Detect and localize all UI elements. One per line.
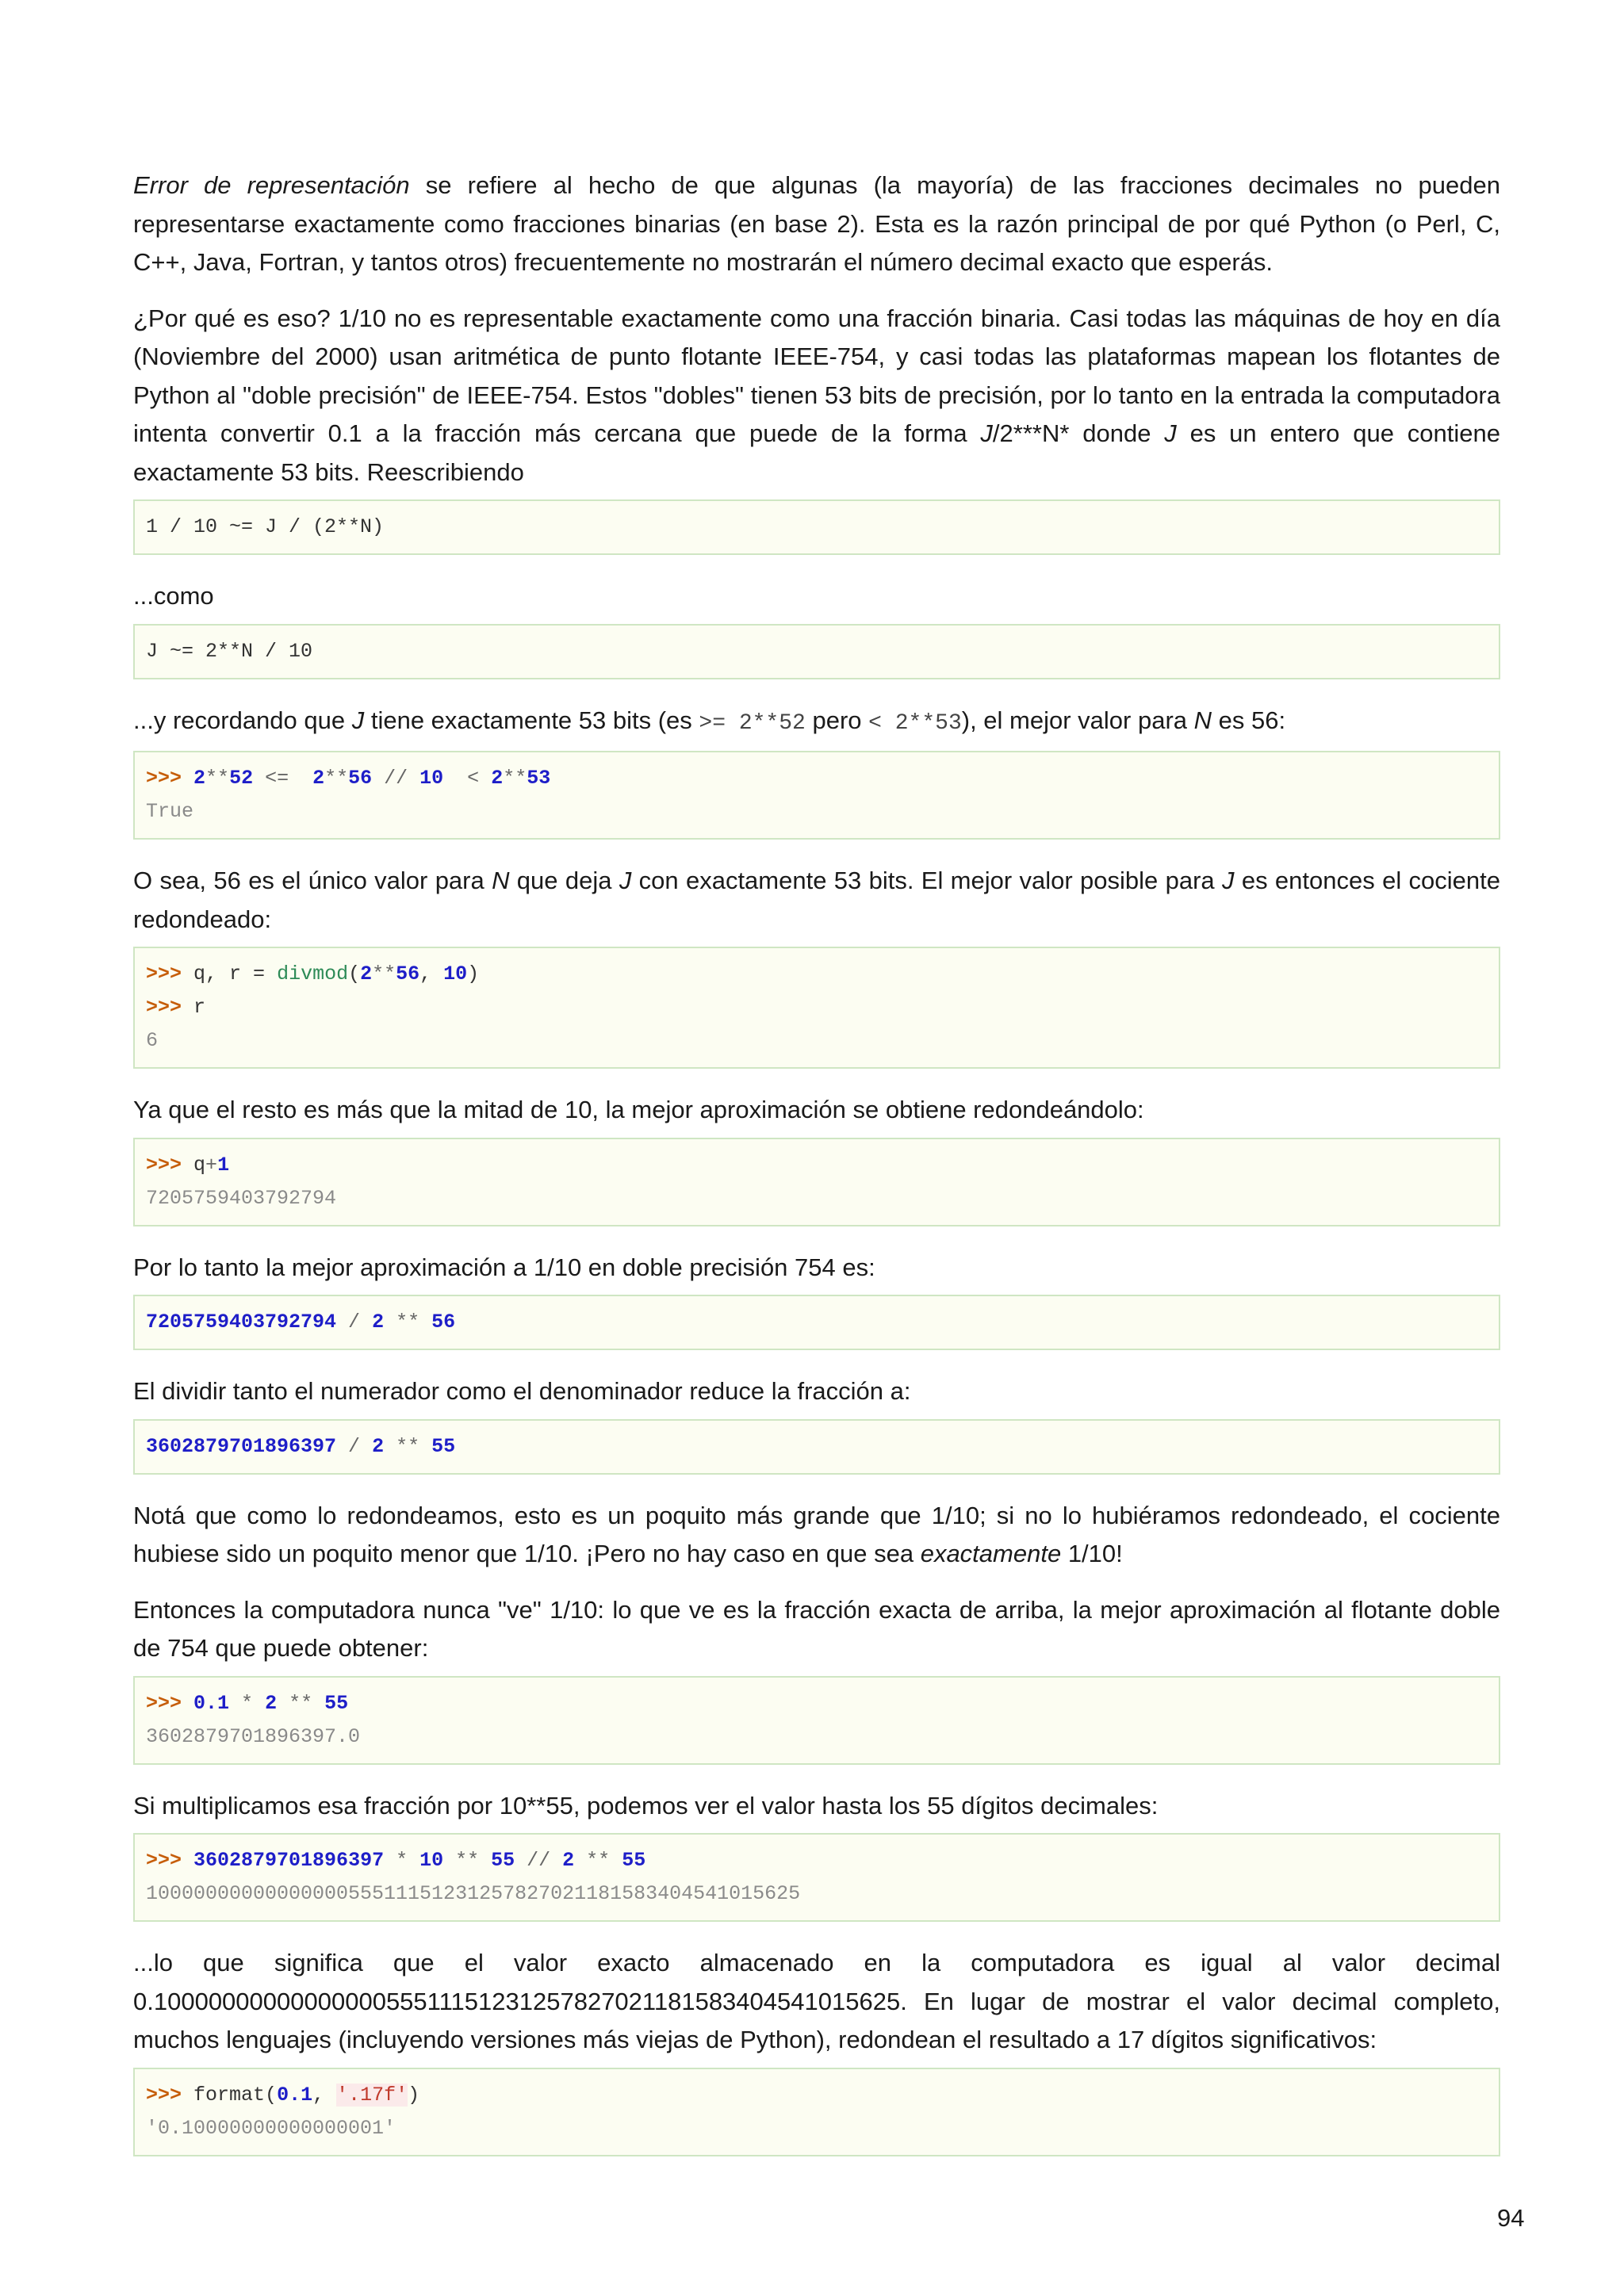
paragraph-text: /2***N* donde: [992, 419, 1165, 447]
code-number: 2: [372, 1434, 385, 1458]
paragraph-why: [133, 300, 1500, 492]
code-prompt: >>>: [146, 996, 182, 1019]
code-block-6: [133, 1295, 1500, 1350]
code-line: [146, 762, 1488, 795]
paragraph-text: ...como: [133, 582, 214, 610]
code-number: 3602879701896397: [193, 1849, 385, 1872]
paragraph-entonces: [133, 1591, 1500, 1668]
variable-j: J: [1164, 419, 1177, 447]
code-line: 1 / 10 ~= J / (2**N): [146, 515, 385, 538]
code-operator: *: [229, 1691, 266, 1715]
paragraph-text: Ya que el resto es más que la mitad de 10, la mejor aproximación se obtiene redondeándolo:: [133, 1096, 1144, 1123]
code-number: 55: [622, 1849, 646, 1872]
paragraph-text: es 56:: [1212, 706, 1286, 734]
paragraph-dividir: [133, 1372, 1500, 1411]
code-operator: <: [443, 767, 492, 790]
paragraph-text: El dividir tanto el numerador como el denominador reduce la fracción a:: [133, 1377, 911, 1405]
variable-n: N: [492, 867, 510, 894]
code-number: 55: [491, 1849, 515, 1872]
code-output: 3602879701896397.0: [146, 1724, 361, 1748]
code-operator: **: [503, 767, 527, 790]
code-number: 56: [431, 1311, 456, 1334]
code-line: [146, 1306, 1488, 1339]
code-operator: //: [372, 767, 420, 790]
paragraph-text: es un entero que contiene exactamente 53 bits. Reescribiendo: [133, 419, 1500, 486]
code-builtin: divmod: [277, 962, 349, 985]
code-text: q, r =: [193, 962, 278, 985]
emphasis-term: Error de representación: [133, 171, 410, 199]
code-line: [146, 958, 1488, 991]
paragraph-text: ), el mejor valor para: [961, 706, 1194, 734]
code-operator: **: [384, 1311, 432, 1334]
code-output: 7205759403792794: [146, 1186, 337, 1210]
code-output: 1000000000000000055511151231257827021181583404541015625: [146, 1882, 801, 1905]
paragraph-text: O sea, 56 es el único valor para: [133, 867, 492, 894]
page-content: [133, 166, 1500, 2179]
paragraph-como: [133, 577, 1500, 616]
inline-code: >= 2**52: [699, 710, 806, 736]
code-text: ,: [312, 2083, 337, 2107]
paragraph-text: con exactamente 53 bits. El mejor valor posible para: [631, 867, 1223, 894]
variable-n: N: [1193, 706, 1212, 734]
code-operator: **: [205, 767, 230, 790]
paragraph-nota: [133, 1497, 1500, 1574]
code-number: 3602879701896397: [146, 1434, 337, 1458]
code-operator: /: [336, 1434, 373, 1458]
paragraph-text: es entonces el cociente redondeado:: [133, 867, 1500, 933]
code-text: (: [348, 962, 361, 985]
code-number: 2: [491, 767, 504, 790]
paragraph-text: pero: [805, 706, 869, 734]
code-output: '0.10000000000000001': [146, 2116, 396, 2140]
code-number: 56: [348, 767, 373, 790]
paragraph-text: Por lo tanto la mejor aproximación a 1/10 en doble precisión 754 es:: [133, 1253, 875, 1281]
variable-j: J: [980, 419, 993, 447]
code-block-10: [133, 2068, 1500, 2156]
code-operator: **: [324, 767, 349, 790]
code-text: ): [408, 2083, 420, 2107]
code-line: [146, 1687, 1488, 1720]
code-number: 2: [265, 1691, 278, 1715]
page-number: 94: [1497, 2204, 1525, 2232]
code-operator: +: [205, 1153, 218, 1177]
emphasis-term: exactamente: [920, 1540, 1062, 1567]
code-prompt: >>>: [146, 2083, 182, 2107]
code-operator: /: [336, 1311, 373, 1334]
code-number: 2: [193, 767, 206, 790]
code-prompt: >>>: [146, 767, 182, 790]
code-number: 10: [443, 962, 468, 985]
code-operator: **: [372, 962, 396, 985]
paragraph-representation-error: [133, 166, 1500, 282]
paragraph-text: se refiere al hecho de que algunas (la mayoría) de las fracciones decimales no pueden representarse exactamente como fracciones binarias (en base 2). Esta es la razón principal de por qué Python (o Perl, C, C++, Java, Fortran, y tantos otros) frecuentemente no mostrarán el número decimal exacto que esperás.: [133, 171, 1500, 276]
code-block-1: [133, 499, 1500, 555]
paragraph-text: 1/10!: [1061, 1540, 1123, 1567]
code-number: 52: [229, 767, 254, 790]
variable-j: J: [351, 706, 365, 734]
code-block-9: [133, 1833, 1500, 1922]
code-prompt: >>>: [146, 962, 182, 985]
code-line: [146, 1430, 1488, 1464]
paragraph-text: Notá que como lo redondeamos, esto es un poquito más grande que 1/10; si no lo hubiéramos redondeado, el cociente hubiese sido un poquito menor que 1/10. ¡Pero no hay caso en que sea: [133, 1501, 1500, 1567]
paragraph-text: ¿Por qué es eso? 1/10 no es representable exactamente como una fracción binaria. Casi todas las máquinas de hoy en día (Noviembre del 2000) usan aritmética de punto flotante IEEE-754, y casi todas las plataformas mapean los flotantes de Python al "doble precisión" de IEEE-754. Estos "dobles" tienen 53 bits de precisión, por lo tanto en la entrada la computadora intenta convertir 0.1 a la fracción más cercana que puede de la forma: [133, 304, 1500, 447]
code-block-2: [133, 624, 1500, 679]
paragraph-mejor-aprox: [133, 1249, 1500, 1288]
code-number: 2: [562, 1849, 575, 1872]
code-string: '.17f': [336, 2083, 408, 2107]
code-line: [146, 991, 1488, 1024]
code-prompt: >>>: [146, 1691, 182, 1715]
code-line: [146, 1149, 1488, 1182]
code-operator: //: [515, 1849, 563, 1872]
paragraph-text: ...lo que significa que el valor exacto almacenado en la computadora es igual al valor decimal 0.1000000000000000055511151231257827021181583404541015625. En lugar de mostrar el valor decimal completo, muchos lenguajes (incluyendo versiones más viejas de Python), redondean el resultado a 17 dígitos significativos:: [133, 1949, 1500, 2053]
code-line: [146, 1844, 1488, 1877]
code-block-8: [133, 1676, 1500, 1765]
code-prompt: >>>: [146, 1153, 182, 1177]
code-text: format(: [193, 2083, 278, 2107]
paragraph-significa: [133, 1944, 1500, 2060]
code-line: [146, 2079, 1488, 2112]
code-text: r: [193, 996, 206, 1019]
code-number: 2: [372, 1311, 385, 1334]
code-prompt: >>>: [146, 1849, 182, 1872]
code-operator: **: [443, 1849, 492, 1872]
code-operator: **: [574, 1849, 622, 1872]
code-number: 55: [431, 1434, 456, 1458]
code-operator: **: [277, 1691, 325, 1715]
code-number: 0.1: [277, 2083, 313, 2107]
code-block-3: [133, 751, 1500, 840]
code-number: 1: [217, 1153, 230, 1177]
paragraph-resto: [133, 1091, 1500, 1130]
inline-code: < 2**53: [868, 710, 962, 736]
variable-j: J: [1222, 867, 1235, 894]
code-block-4: [133, 947, 1500, 1069]
code-number: 53: [527, 767, 551, 790]
paragraph-text: Si multiplicamos esa fracción por 10**55, podemos ver el valor hasta los 55 dígitos decimales:: [133, 1791, 1159, 1820]
code-operator: **: [384, 1434, 432, 1458]
code-operator: *: [384, 1849, 420, 1872]
code-operator: <=: [253, 767, 313, 790]
code-block-7: [133, 1419, 1500, 1475]
code-line: J ~= 2**N / 10: [146, 639, 313, 663]
code-text: ,: [419, 962, 444, 985]
paragraph-recordando: [133, 702, 1500, 744]
code-block-5: [133, 1138, 1500, 1226]
code-number: 2: [312, 767, 325, 790]
code-text: ): [467, 962, 480, 985]
code-text: q: [193, 1153, 206, 1177]
variable-j: J: [619, 867, 632, 894]
code-number: 2: [360, 962, 373, 985]
paragraph-text: tiene exactamente 53 bits (es: [364, 706, 699, 734]
code-number: 7205759403792794: [146, 1311, 337, 1334]
code-number: 56: [396, 962, 420, 985]
paragraph-text: ...y recordando que: [133, 706, 352, 734]
paragraph-text: Entonces la computadora nunca "ve" 1/10: lo que ve es la fracción exacta de arriba, la mejor aproximación al flotante doble de 754 que puede obtener:: [133, 1595, 1500, 1662]
code-number: 10: [419, 767, 444, 790]
paragraph-multiplicamos: [133, 1787, 1500, 1826]
code-output: 6: [146, 1029, 159, 1052]
code-output: True: [146, 800, 194, 823]
paragraph-o-sea: [133, 862, 1500, 939]
code-number: 10: [419, 1849, 444, 1872]
code-number: 55: [324, 1691, 349, 1715]
code-number: 0.1: [193, 1691, 230, 1715]
paragraph-text: que deja: [509, 867, 619, 894]
